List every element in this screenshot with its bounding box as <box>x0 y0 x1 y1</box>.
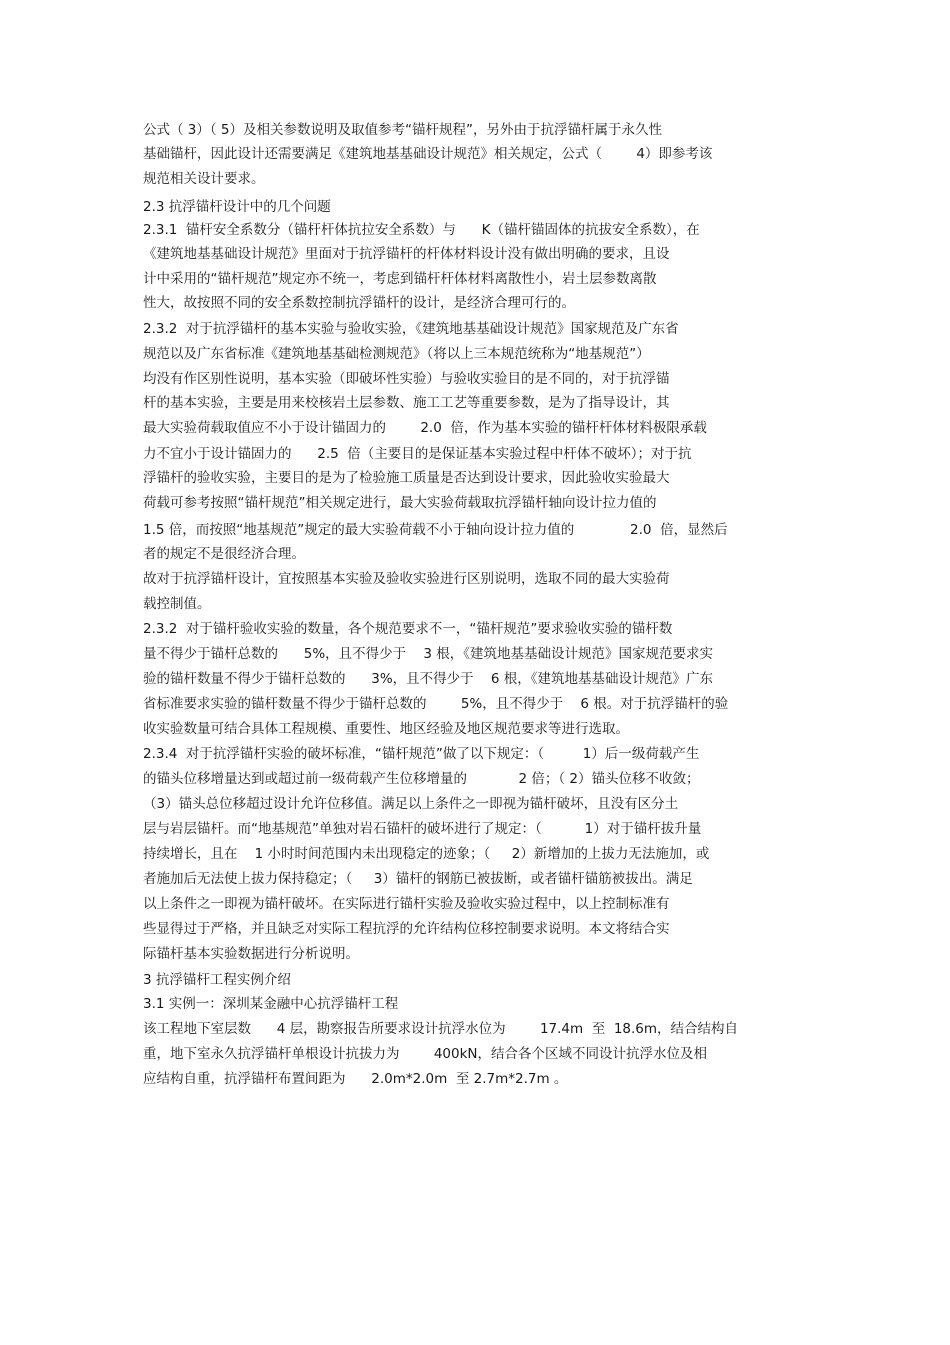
text-line: 故对于抗浮锚杆设计，宜按照基本实验及验收实验进行区别说明，选取不同的最大实验荷 <box>143 571 670 587</box>
text-line: 际锚杆基本实验数据进行分析说明。 <box>143 946 359 962</box>
text-line: 验的锚杆数量不得少于锚杆总数的 3%，且不得少于 6 根，《建筑地基基础设计规范》广东 <box>143 671 713 687</box>
text-line: 层与岩层锚杆。而“地基规范”单独对岩石锚杆的破坏进行了规定：（ 1）对于锚杆拔升量 <box>143 821 702 837</box>
section-heading: 2.3 抗浮锚杆设计中的几个问题 <box>143 199 331 215</box>
text-line: （3）锚头总位移超过设计允许位移值。满足以上条件之一即视为锚杆破坏，且没有区分土 <box>143 796 679 812</box>
text-line: 者的规定不是很经济合理。 <box>143 546 305 562</box>
section-heading: 3 抗浮锚杆工程实例介绍 <box>143 972 291 988</box>
text-line: 浮锚杆的验收实验，主要目的是为了检验施工质量是否达到设计要求，因此验收实验最大 <box>143 470 670 486</box>
text-line: 荷载可参考按照“锚杆规范”相关规定进行，最大实验荷载取抗浮锚杆轴向设计拉力值的 <box>143 495 657 511</box>
text-line: 以上条件之一即视为锚杆破坏。在实际进行锚杆实验及验收实验过程中，以上控制标准有 <box>143 896 670 912</box>
text-line: 2.3.1 锚杆安全系数分（锚杆杆体抗拉安全系数）与 K（锚杆锚固体的抗拔安全系数），在 <box>143 222 700 238</box>
text-line: 最大实验荷载取值应不小于设计锚固力的 2.0 倍，作为基本实验的锚杆杆体材料极限承载 <box>143 420 707 436</box>
text-line: 力不宜小于设计锚固力的 2.5 倍（主要目的是保证基本实验过程中杆体不破坏）；对于抗 <box>143 446 692 462</box>
text-line: 者施加后无法使上拔力保持稳定；（ 3）锚杆的钢筋已被拔断，或者锚杆锚筋被拔出。满足 <box>143 871 693 887</box>
text-line: 省标准要求实验的锚杆数量不得少于锚杆总数的 5%，且不得少于 6 根。对于抗浮锚杆的验 <box>143 696 729 712</box>
text-line: 重，地下室永久抗浮锚杆单根设计抗拔力为 400kN，结合各个区域不同设计抗浮水位及相 <box>143 1046 708 1062</box>
text-line: 计中采用的“锚杆规范”规定亦不统一，考虑到锚杆杆体材料离散性小，岩土层参数离散 <box>143 271 657 287</box>
text-line: 杆的基本实验，主要是用来校核岩土层参数、施工工艺等重要参数，是为了指导设计，其 <box>143 395 670 411</box>
text-line: 的锚头位移增量达到或超过前一级荷载产生位移增量的 2 倍；（ 2）锚头位移不收敛； <box>143 771 700 787</box>
text-line: 量不得少于锚杆总数的 5%，且不得少于 3 根，《建筑地基基础设计规范》国家规范要求实 <box>143 646 713 662</box>
text-line: 基础锚杆，因此设计还需要满足《建筑地基基础设计规范》相关规定，公式（ 4）即参考该 <box>143 146 713 162</box>
text-line: 该工程地下室层数 4 层，勘察报告所要求设计抗浮水位为 17.4m 至 18.6m，结合结构自 <box>143 1021 739 1037</box>
text-line: 持续增长，且在 1 小时时间范围内未出现稳定的迹象；（ 2）新增加的上拔力无法施加，或 <box>143 846 710 862</box>
text-line: 《建筑地基基础设计规范》里面对于抗浮锚杆的杆体材料设计没有做出明确的要求，且设 <box>143 246 670 262</box>
text-line: 2.3.2 对于抗浮锚杆的基本实验与验收实验，《建筑地基基础设计规范》国家规范及广东省 <box>143 321 679 337</box>
text-line: 规范以及广东省标准《建筑地基基础检测规范》（将以上三本规范统称为“地基规范”） <box>143 346 650 362</box>
text-line: 应结构自重，抗浮锚杆布置间距为 2.0m*2.0m 至 2.7m*2.7m 。 <box>143 1071 568 1087</box>
text-line: 公式（ 3）（ 5）及相关参数说明及取值参考“锚杆规程”，另外由于抗浮锚杆属于永久性 <box>143 122 662 138</box>
text-line: 载控制值。 <box>143 596 211 612</box>
text-line: 均没有作区别性说明，基本实验（即破坏性实验）与验收实验目的是不同的，对于抗浮锚 <box>143 371 670 387</box>
text-line: 1.5 倍，而按照“地基规范”规定的最大实验荷载不小于轴向设计拉力值的 2.0 倍，显然后 <box>143 522 728 538</box>
subsection-heading: 3.1 实例一：深圳某金融中心抗浮锚杆工程 <box>143 996 399 1012</box>
text-line: 收实验数量可结合具体工程规模、重要性、地区经验及地区规范要求等进行选取。 <box>143 721 629 737</box>
text-line: 些显得过于严格，并且缺乏对实际工程抗浮的允许结构位移控制要求说明。本文将结合实 <box>143 921 670 937</box>
text-line: 2.3.4 对于抗浮锚杆实验的破坏标准，“锚杆规范”做了以下规定：（ 1）后一级荷载产生 <box>143 746 700 762</box>
text-line: 规范相关设计要求。 <box>143 171 265 187</box>
text-line: 性大，故按照不同的安全系数控制抗浮锚杆的设计，是经济合理可行的。 <box>143 295 575 311</box>
text-line: 2.3.2 对于锚杆验收实验的数量，各个规范要求不一，“锚杆规范”要求验收实验的锚杆数 <box>143 621 673 637</box>
